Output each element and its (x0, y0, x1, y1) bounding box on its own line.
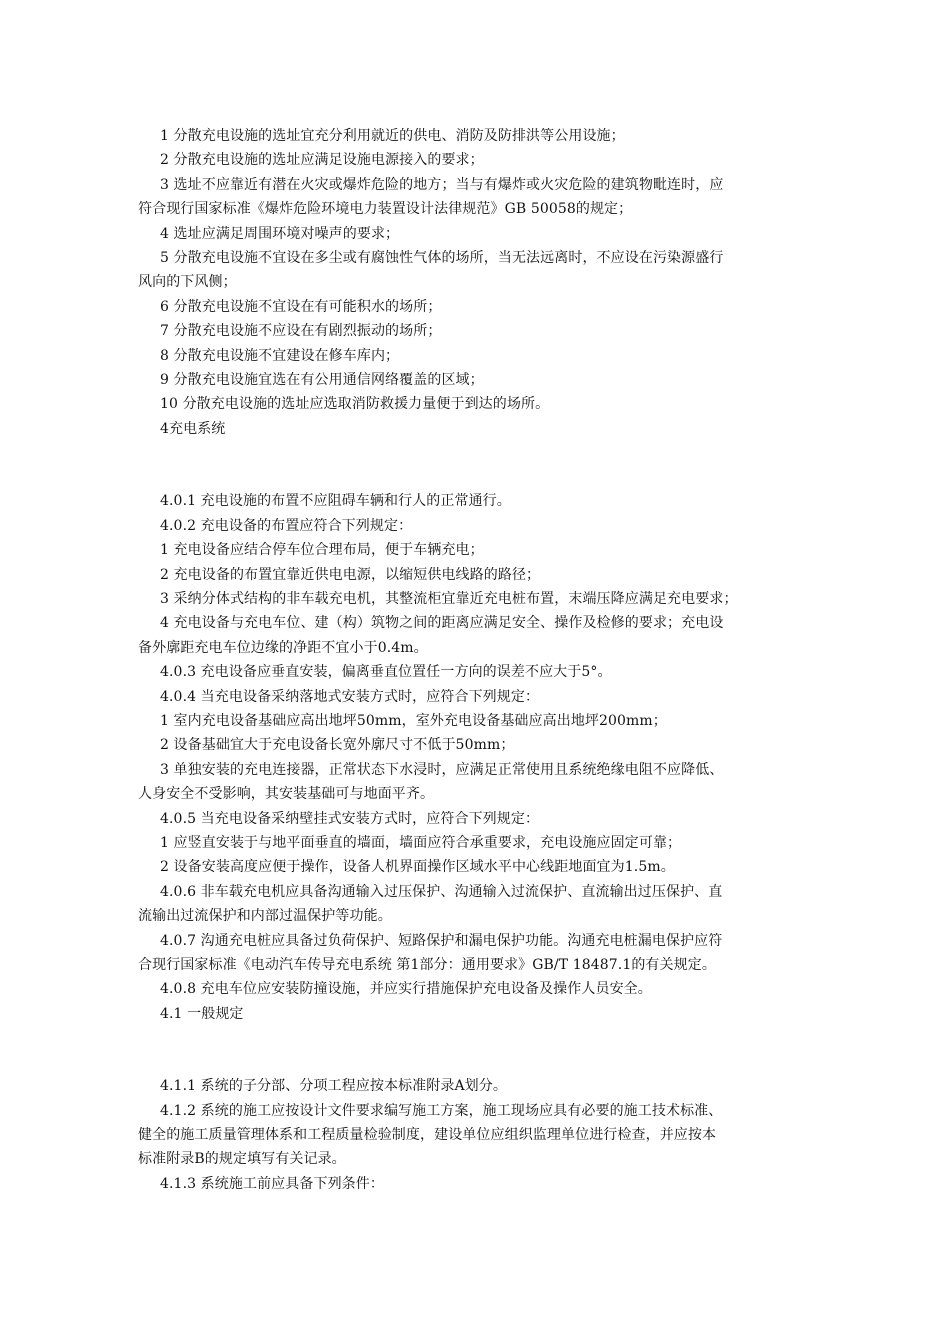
clause: 4.0.2 充电设备的布置应符合下列规定： (160, 517, 413, 534)
list-item: 1 充电设备应结合停车位合理布局，便于车辆充电； (160, 542, 484, 559)
section-heading: 4充电系统 (160, 420, 226, 437)
list-item: 2 充电设备的布置宜靠近供电电源，以缩短供电线路的路径； (160, 566, 541, 583)
list-item: 2 分散充电设施的选址应满足设施电源接入的要求； (160, 152, 484, 169)
continuation-text: 流输出过流保护和内部过温保护等功能。 (138, 908, 392, 925)
list-item: 2 设备安装高度应便于操作，设备人机界面操作区域水平中心线距地面宜为1.5m。 (160, 859, 675, 876)
list-item: 1 应竖直安装于与地平面垂直的墙面，墙面应符合承重要求，充电设施应固定可靠； (160, 834, 682, 851)
list-item-continuation (138, 197, 806, 221)
list-item: 10 分散充电设施的选址应选取消防救援力量便于到达的场所。 (160, 396, 550, 413)
clause: 4.0.4 当充电设备采纳落地式安装方式时，应符合下列规定： (160, 688, 540, 705)
clause: 4.1.2 系统的施工应按设计文件要求编写施工方案，施工现场应具有必要的施工技术标准、 (160, 1102, 723, 1119)
continuation-text: 风向的下风侧； (138, 274, 237, 291)
clause: 4.0.3 充电设备应垂直安装，偏离垂直位置任一方向的误差不应大于5°。 (160, 664, 612, 681)
list-item: 6 分散充电设施不宜设在有可能积水的场所； (160, 298, 442, 315)
continuation-text: 备外廓距充电车位边缘的净距不宜小于0.4m。 (138, 639, 428, 656)
clause-continuation (138, 953, 806, 977)
continuation-text: 符合现行国家标准《爆炸危险环境电力装置设计法律规范》GB 50058的规定； (138, 201, 633, 218)
list-item: 7 分散充电设施不应设在有剧烈振动的场所； (160, 323, 442, 340)
continuation-text: 标准附录B的规定填写有关记录。 (138, 1151, 346, 1168)
list-item: 4 选址应满足周围环境对噪声的要求； (160, 225, 400, 242)
clause-continuation (138, 904, 806, 928)
list-item-continuation (138, 636, 806, 660)
list-item-continuation (138, 782, 806, 806)
list-item: 4 充电设备与充电车位、建（构）筑物之间的距离应满足安全、操作及检修的要求；充电设 (160, 615, 724, 632)
continuation-text: 健全的施工质量管理体系和工程质量检验制度，建设单位应组织监理单位进行检查，并应按本 (138, 1127, 717, 1144)
clause: 4.0.7 沟通充电桩应具备过负荷保护、短路保护和漏电保护功能。沟通充电桩漏电保护应符 (160, 932, 723, 949)
list-item: 2 设备基础宜大于充电设备长宽外廓尺寸不低于50mm； (160, 737, 515, 754)
continuation-text: 合现行国家标准《电动汽车传导充电系统 第1部分：通用要求》GB/T 18487.1的有关规定。 (138, 957, 716, 973)
clause: 4.0.5 当充电设备采纳壁挂式安装方式时，应符合下列规定： (160, 810, 540, 827)
list-item: 1 分散充电设施的选址宜充分利用就近的供电、消防及防排洪等公用设施； (160, 128, 625, 144)
document-page (138, 124, 806, 1196)
spacer (138, 441, 806, 489)
list-item: 3 选址不应靠近有潜在火灾或爆炸危险的地方；当与有爆炸或火灾危险的建筑物毗连时，应 (160, 176, 724, 193)
clause: 4.0.8 充电车位应安装防撞设施，并应实行措施保护充电设备及操作人员安全。 (160, 981, 652, 998)
clause: 4.1.1 系统的子分部、分项工程应按本标准附录A划分。 (160, 1078, 507, 1095)
list-item-continuation (138, 270, 806, 294)
spacer (138, 1026, 806, 1074)
list-item: 8 分散充电设施不宜建设在修车库内； (160, 347, 400, 364)
clause: 4.0.1 充电设施的布置不应阻碍车辆和行人的正常通行。 (160, 493, 511, 510)
section-heading: 4.1 一般规定 (160, 1005, 244, 1022)
clause: 4.1.3 系统施工前应具备下列条件： (160, 1175, 384, 1192)
list-item: 9 分散充电设施宜选在有公用通信网络覆盖的区域； (160, 372, 484, 389)
clause-continuation (138, 1123, 806, 1147)
continuation-text: 人身安全不受影响，其安装基础可与地面平齐。 (138, 786, 435, 803)
clause-continuation (138, 1147, 806, 1171)
list-item: 3 采纳分体式结构的非车载充电机，其整流柜宜靠近充电桩布置，末端压降应满足充电要求； (160, 590, 738, 607)
clause: 4.0.6 非车载充电机应具备沟通输入过压保护、沟通输入过流保护、直流输出过压保护、直 (160, 883, 723, 900)
list-item: 5 分散充电设施不宜设在多尘或有腐蚀性气体的场所，当无法远离时，不应设在污染源盛行 (160, 250, 724, 267)
list-item: 3 单独安装的充电连接器，正常状态下水浸时，应满足正常使用且系统绝缘电阻不应降低、 (160, 761, 724, 778)
list-item: 1 室内充电设备基础应高出地坪50mm，室外充电设备基础应高出地坪200mm； (160, 712, 667, 729)
